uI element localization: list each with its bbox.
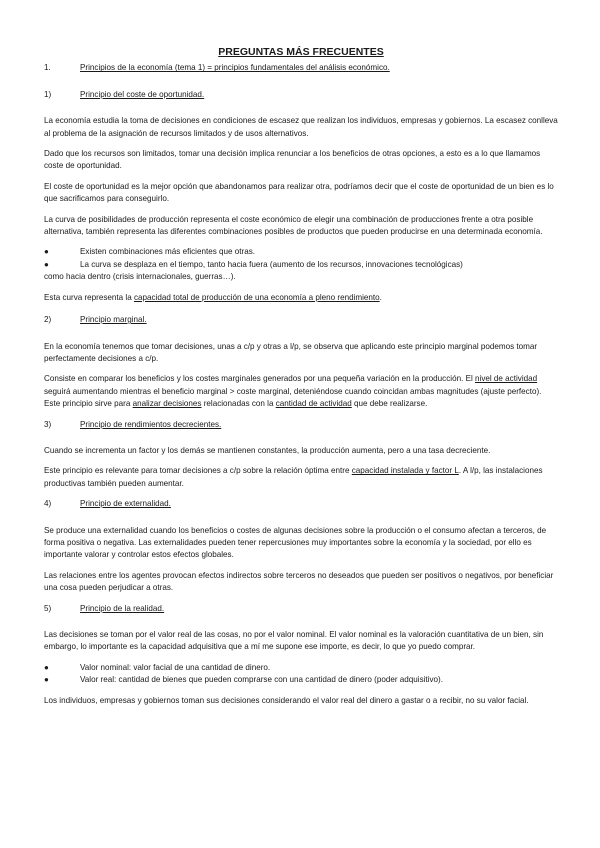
list-item (44, 246, 558, 258)
subsection-title: Principio marginal. (80, 315, 147, 325)
subsection-number: 2) (44, 315, 52, 325)
subsection-title: Principio de rendimientos decrecientes. (80, 419, 222, 429)
bullet-icon: ● (44, 259, 49, 269)
paragraph: El coste de oportunidad es la mejor opción que abandonamos para realizar otra, podríamos decir que el coste de oportunidad de un bien es lo que sacrificamos para conseguirlo. (44, 181, 554, 204)
paragraph: Las decisiones se toman por el valor real de las cosas, no por el valor nominal. El valor nominal es la valoración cuantitativa de un bien, sin embargo, lo importante es la capacidad adquisitiva que a mí me supone ese importe, es decir, lo que yo puedo comprar. (44, 630, 544, 652)
paragraph: Dado que los recursos son limitados, tomar una decisión implica renunciar a los beneficios de otras opciones, a esto es a lo que llamamos coste de oportunidad. (44, 149, 541, 171)
underlined-text: capacidad total de producción de una economía a pleno rendimiento (133, 292, 380, 302)
paragraph (44, 465, 558, 490)
text-run: relacionadas con la (201, 399, 276, 409)
text-run: Consiste en comparar los beneficios y los costes marginales generados por una pequeña variación en la producción. El (44, 374, 476, 384)
subsection-title-1 (44, 89, 558, 101)
text-run: Esta curva representa la (44, 292, 134, 302)
subsection-number: 4) (44, 499, 52, 509)
bullet-icon: ● (44, 247, 49, 257)
paragraph: Los individuos, empresas y gobiernos toman sus decisiones considerando el valor real del dinero a gastar o a recibir, no su valor facial. (44, 695, 529, 705)
subsection-title: Principio del coste de oportunidad. (80, 89, 205, 99)
page-title: PREGUNTAS MÁS FRECUENTES (218, 46, 384, 58)
paragraph (44, 292, 558, 304)
list-item (44, 259, 558, 271)
list-item-text: Existen combinaciones más eficientes que otras. (80, 247, 256, 257)
list-item (44, 674, 558, 686)
text-run: seguirá aumentando mientras el beneficio marginal > coste marginal, deteniéndose cuando coincidan ambas magnitudes (ajuste perfecto). Este principio sirve para (44, 386, 542, 409)
subsection-title-3 (44, 419, 558, 431)
subsection-number: 3) (44, 419, 52, 429)
text-run: . (379, 292, 382, 302)
underlined-text: cantidad de actividad (275, 399, 352, 409)
underlined-text: analizar decisiones (132, 399, 202, 409)
text-run: Este principio es relevante para tomar decisiones a c/p sobre la relación óptima entre (44, 466, 352, 476)
heading-number: 1. (44, 63, 51, 73)
document-page (44, 46, 558, 715)
list-item-text: Valor nominal: valor facial de una cantidad de dinero. (80, 662, 271, 672)
paragraph: En la economía tenemos que tomar decisiones, unas a c/p y otras a l/p, se observa que aplicando este principio marginal podemos tomar perfectamente decisiones a c/p. (44, 341, 538, 363)
text-run: que debe realizarse. (351, 399, 428, 409)
bullet-icon: ● (44, 675, 49, 685)
subsection-title-4 (44, 498, 558, 510)
text-run: . A l/p, las instalaciones productivas también pueden aumentar. (44, 466, 543, 488)
subsection-title-5 (44, 603, 558, 615)
subsection-title-2 (44, 314, 558, 326)
paragraph: Se produce una externalidad cuando los beneficios o costes de algunas decisiones sobre la producción o el consumo afectan a terceros, de forma positiva o negativa. Las externalidades pueden tener repercusiones muy importantes sobre la economía y la sociedad, por ello es importante valorar y controlar estos efectos globales. (44, 525, 547, 560)
heading-text: Principios de la economía (tema 1) = principios fundamentales del análisis económico. (80, 63, 390, 73)
list-item-text: La curva se desplaza en el tiempo, tanto hacia fuera (aumento de los recursos, innovaciones tecnológicas) (80, 259, 463, 269)
list-continuation: como hacia dentro (crisis internacionales, guerras…). (44, 272, 236, 282)
underlined-text: nivel de actividad (475, 374, 538, 384)
subsection-number: 1) (44, 89, 52, 99)
paragraph: Las relaciones entre los agentes provocan efectos indirectos sobre terceros no deseados que pueden ser positivos o negativos, por beneficiar una cosa pueden perjudicar a otras. (44, 570, 554, 593)
list-item (44, 662, 558, 674)
subsection-title: Principio de externalidad. (80, 499, 171, 509)
paragraph: La curva de posibilidades de producción representa el coste económico de elegir una combinación de producciones frente a otra posible alternativa, también representa las diferentes combinaciones posibles de productos que pueden producirse en una determinada economía. (44, 214, 543, 237)
underlined-text: capacidad instalada y factor L (351, 466, 459, 476)
list-item-text: Valor real: cantidad de bienes que pueden comprarse con una cantidad de dinero (poder adquisitivo). (80, 675, 443, 685)
subsection-number: 5) (44, 603, 52, 613)
subsection-title: Principio de la realidad. (80, 603, 165, 613)
paragraph: La economía estudia la toma de decisiones en condiciones de escasez que realizan los individuos, empresas y gobiernos. La escasez conlleva al problema de la asignación de recursos limitados y de usos alternativos. (44, 116, 558, 138)
paragraph (44, 373, 558, 410)
section-heading-1 (44, 62, 558, 74)
bullet-icon: ● (44, 662, 49, 672)
paragraph: Cuando se incrementa un factor y los demás se mantienen constantes, la producción aumenta, pero a una tasa decreciente. (44, 445, 491, 455)
